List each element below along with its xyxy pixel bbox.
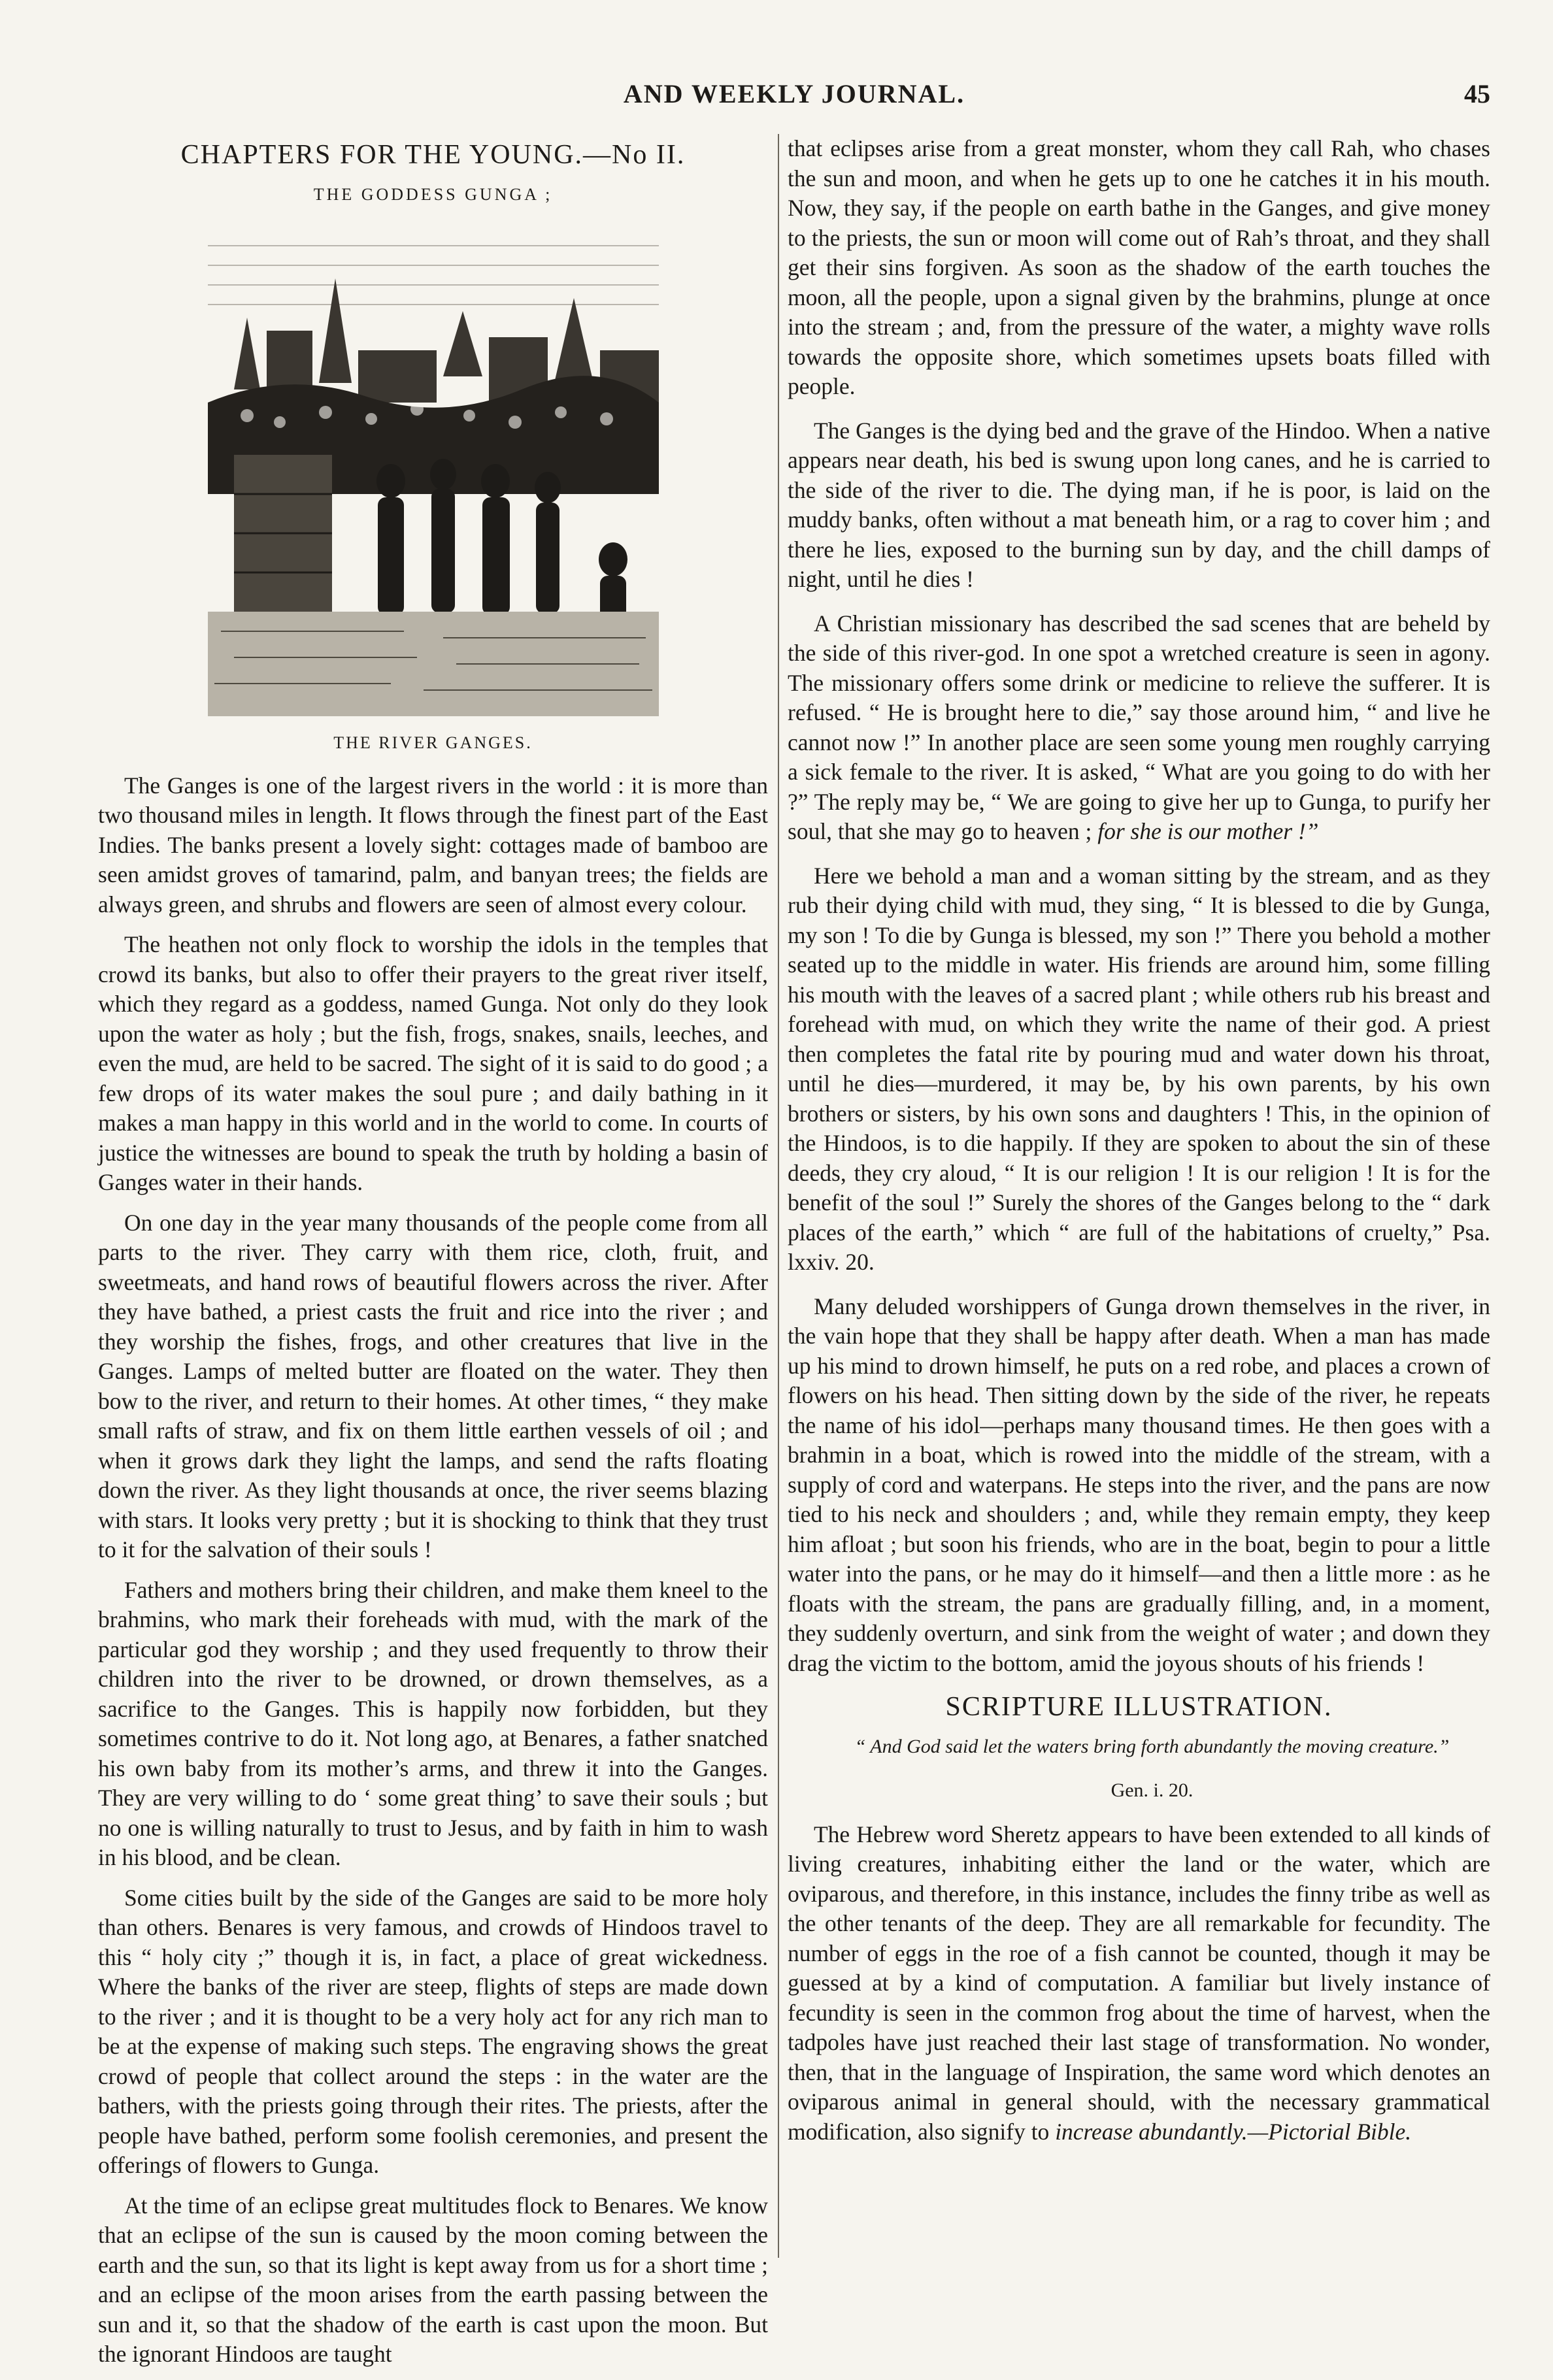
image-caption: THE RIVER GANGES.	[333, 733, 533, 752]
paragraph: Many deluded worshippers of Gunga drown themselves in the river, in the vain hope that they shall be happy after death. When a man has made up his mind to drown himself, he puts on a red robe, and places a crown of flowers on his head. Then sitting down by the side of the river, he repeats the name of his idol—perhaps many thousand times. He then goes with a brahmin in a boat, which is rowed into the middle of the stream, with a supply of cord and waterpans. He steps into the river, and the pans are now tied to his neck and shoulders ; and, while they remain empty, they keep him afloat ; but soon his friends, who are in the boat, begin to pour a little water into the pans, or he may do it himself—and then a little more : as he floats with the stream, the pans are gradually filling, and, in a moment, they suddenly overturn, and sink from the weight of water ; and down they drag the victim to the bottom, amid the joyous shouts of his friends !	[788, 1293, 1490, 1676]
paragraph	[788, 1820, 1490, 2147]
page-header	[98, 78, 1490, 118]
scripture-title: SCRIPTURE ILLUSTRATION.	[945, 1692, 1333, 1722]
paragraph: The heathen not only flock to worship the idols in the temples that crowd its banks, but also to offer their prayers to the great river itself, which they regard as a goddess, named Gunga. Not only do they look upon the water as holy ; but the fish, frogs, snakes, snails, leeches, and even the mud, are held to be sacred. The sight of it is said to do good ; a few drops of its water makes the soul pure ; and daily bathing in it makes a man happy in this world and in the world to come. In courts of justice the witnesses are bound to speak the truth by holding a basin of Ganges water in their hands.	[98, 931, 768, 1195]
river-ganges-engraving	[208, 220, 659, 716]
paragraph: Here we behold a man and a woman sitting by the stream, and as they rub their dying child with mud, they sing, “ It is blessed to die by Gunga, my son ! To die by Gunga is blessed, my son !” There you behold a mother seated up to the middle in water. His friends are around him, some filling his mouth with the leaves of a sacred plant ; while others rub his breast and forehead with mud, on which they write the name of their god. A priest then completes the fatal rite by pouring mud and water down his throat, until he dies—murdered, it may be, by his own parents, by his own brothers or sisters, by his own sons and daughters ! This, in the opinion of the Hindoos, is to die happily. If they are spoken to about the sin of these deeds, they cry aloud, “ It is our religion ! It is our religion ! It is for the benefit of the soul !” Surely the shores of the Ganges belong to the “ dark places of the earth,” which “ are full of the habitations of cruelty,” Psa. lxxiv. 20.	[788, 862, 1490, 1275]
scripture-reference: Gen. i. 20.	[1110, 1779, 1194, 1801]
journal-title: AND WEEKLY JOURNAL.	[623, 79, 965, 108]
paragraph	[788, 609, 1490, 847]
scripture-verse: “ And God said let the waters bring forth abundantly the moving creature.”	[854, 1735, 1450, 1757]
paragraph: At the time of an eclipse great multitudes flock to Benares. We know that an eclipse of the sun is caused by the moon coming between the earth and the sun, so that its light is kept away from us for a short time ; and an eclipse of the moon arises from the earth passing between the sun and it, so that the shadow of the earth is cast upon the moon. But the ignorant Hindoos are taught	[98, 2192, 768, 2367]
right-column	[788, 134, 1490, 2161]
article-subtitle: THE GODDESS GUNGA ;	[313, 184, 553, 204]
page-number: 45	[1464, 79, 1490, 108]
paragraph-text: A Christian missionary has described the sad scenes that are beheld by the side of this river-god. In one spot a wretched creature is seen in agony. The missionary offers some drink or medicine to relieve the sufferer. It is refused. “ He is brought here to die,” say those around him, “ and live he cannot now !” In another place are seen some young men roughly carrying a sick female to the river. It is asked, “ What are you going to do with her ?” The reply may be, “ We are going to give her up to Gunga, to purify her soul, that she may go to heaven ;	[788, 610, 1490, 844]
paragraph: The Ganges is the dying bed and the grave of the Hindoo. When a native appears near death, his bed is swung upon long canes, and he is carried to the side of the river to die. The dying man, if he is poor, is laid on the muddy banks, often without a mat beneath him, or a rag to cover him ; and there he lies, exposed to the burning sun by day, and the chill damps of night, until he dies !	[788, 417, 1490, 592]
paragraph: Some cities built by the side of the Ganges are said to be more holy than others. Benares is very famous, and crowds of Hindoos travel to this “ holy city ;” though it is, in fact, a place of great wickedness. Where the banks of the river are steep, flights of steps are made down to the river ; and it is thought to be a very holy act for any rich man to be at the expense of making such steps. The engraving shows the great crowd of people that collect around the steps : in the water are the bathers, with the priests going through their rites. The priests, after the people have bathed, perform some foolish ceremonies, and present the offerings of flowers to Gunga.	[98, 1884, 768, 2178]
italic-ending: for she is our mother !”	[1097, 818, 1319, 844]
column-divider	[778, 134, 779, 2258]
left-column	[98, 134, 768, 2380]
section-title: CHAPTERS FOR THE YOUNG.—No II.	[180, 140, 686, 170]
paragraph: On one day in the year many thousands of the people come from all parts to the river. They carry with them rice, cloth, fruit, and sweetmeats, and hand rows of beautiful flowers across the river. After they have bathed, a priest casts the fruit and rice into the river ; and they worship the fishes, frogs, and other creatures that live in the Ganges. Lamps of melted butter are floated on the water. They then bow to the river, and return to their homes. At other times, “ they make small rafts of straw, and fix on them little earthen vessels of oil ; and when it grows dark they light the lamps, and send the rafts floating down the river. As they light thousands at once, the river seems blazing with stars. It looks very pretty ; but it is shocking to think that they trust to it for the salvation of their souls !	[98, 1209, 768, 1562]
italic-ending: increase abundantly.—Pictorial Bible.	[1055, 2118, 1412, 2145]
paragraph: that eclipses arise from a great monster, whom they call Rah, who chases the sun and moon, and when he gets up to one he catches it in his mouth. Now, they say, if the people on earth bathe in the Ganges, and give money to the priests, the sun or moon will come out of Rah’s throat, and they shall get their sins forgiven. As soon as the shadow of the earth touches the moon, all the people, upon a signal given by the brahmins, plunge at once into the stream ; and, from the pressure of the water, a mighty wave rolls towards the opposite shore, which sometimes upsets boats filled with people.	[788, 135, 1490, 399]
paragraph-text: The Hebrew word Sheretz appears to have been extended to all kinds of living creatures, inhabiting either the land or the water, which are oviparous, and therefore, in this instance, includes the finny tribe as well as the other tenants of the deep. They are all remarkable for fecundity. The number of eggs in the roe of a fish cannot be counted, though it may be guessed at by a kind of computation. A familiar but lively instance of fecundity is seen in the common frog about the time of harvest, when the tadpoles have just reached their last stage of transformation. No wonder, then, that in the language of Inspiration, the same word which denotes an oviparous animal in general should, with the necessary grammatical modification, also signify to	[788, 1821, 1490, 2145]
paragraph: Fathers and mothers bring their children, and make them kneel to the brahmins, who mark their foreheads with mud, with the mark of the particular god they worship ; and they used frequently to throw their children into the river to be drowned, or drown themselves, as a sacrifice to the Ganges. This is happily now forbidden, but they sometimes contrive to do it. Not long ago, at Benares, a father snatched his own baby from its mother’s arms, and threw it into the Ganges. They are very willing to do ‘ some great thing’ to save their souls ; but no one is willing naturally to trust to Jesus, and by faith in him to wash in his blood, and be clean.	[98, 1576, 768, 1870]
paragraph: The Ganges is one of the largest rivers in the world : it is more than two thousand miles in length. It flows through the finest part of the East Indies. The banks present a lovely sight: cottages made of bamboo are seen amidst groves of tamarind, palm, and banyan trees; the fields are always green, and shrubs and flowers are seen of almost every colour.	[98, 772, 768, 917]
